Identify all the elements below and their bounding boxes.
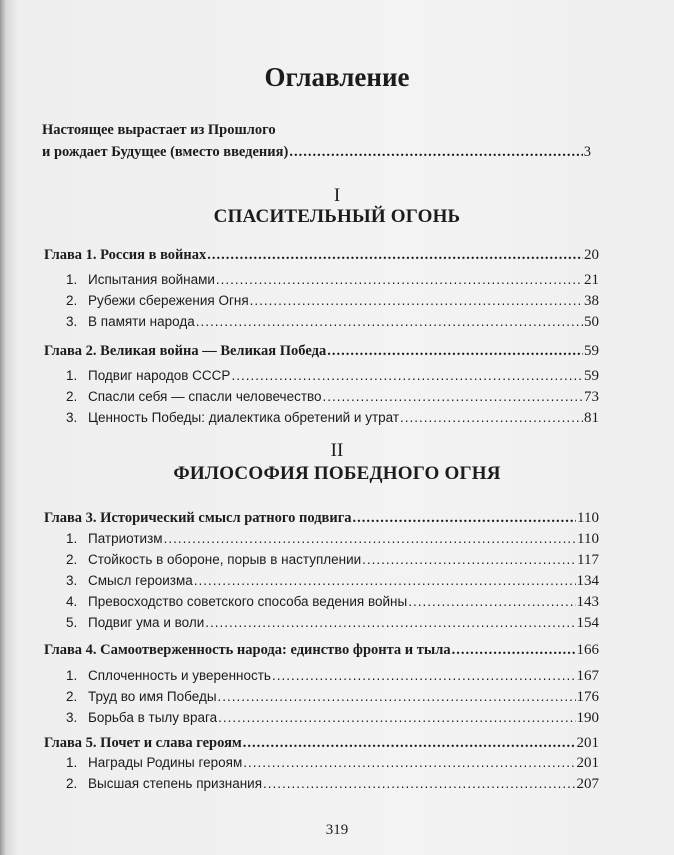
section-title: В памяти народа [88,314,195,329]
section-number: 3. [66,314,78,329]
section-title: Сплоченность и уверенность [88,668,271,683]
section-entry [66,571,599,591]
section-title: Труд во имя Победы [88,689,217,704]
dot-leader [243,733,576,753]
section-page: 110 [577,531,599,547]
dot-leader [353,508,577,528]
section-entry [66,529,599,549]
dot-leader [263,774,575,794]
section-number: 3. [66,573,78,588]
section-title: Спасли себя — спасли человечество [88,389,322,404]
intro-page: 3 [583,144,591,160]
chapter-entry [44,245,599,265]
section-entry [66,687,599,707]
dot-leader [323,387,583,407]
dot-leader [362,550,576,570]
section-title: Подвиг ума и воли [88,615,205,630]
chapter-page: 110 [577,510,599,526]
chapter-entry [44,341,599,361]
toc-title: Оглавление [264,62,410,92]
section-number: 2. [66,293,78,308]
section-entry [66,613,599,633]
dot-leader [272,666,576,686]
section-number: 1. [66,531,78,546]
dot-leader [194,571,576,591]
section-number: 4. [66,594,78,609]
dot-leader [327,341,583,361]
section-title: Смысл героизма [88,573,193,588]
section-page: 134 [576,573,599,589]
chapter-title: Глава 2. Великая война — Великая Победа [44,343,327,359]
section-entry [66,708,599,728]
dot-leader [207,245,583,265]
section-title: Превосходство советского способа ведения войны [88,594,408,609]
chapter-page: 59 [584,343,599,359]
section-entry [66,666,599,686]
section-number: 3. [66,710,78,725]
chapter-page: 20 [584,247,599,263]
dot-leader [196,312,583,332]
section-number: 2. [66,552,78,567]
chapter-entry [44,733,599,753]
part-name: СПАСИТЕЛЬНЫЙ ОГОНЬ [213,206,461,227]
chapter-title: Глава 5. Почет и слава героям [44,735,242,751]
dot-leader [231,366,583,386]
dot-leader [205,613,575,633]
section-entry [66,387,599,407]
part-number: II [330,440,344,461]
section-entry [66,291,599,311]
section-entry [66,753,599,773]
section-title: Патриотизм [88,531,163,546]
chapter-title: Глава 1. Россия в войнах [44,247,207,263]
section-entry [66,408,599,428]
section-number: 1. [66,272,78,287]
section-title: Стойкость в обороне, порыв в наступлении [88,552,362,567]
section-number: 1. [66,668,78,683]
intro-entry [42,142,591,162]
chapter-title: Глава 4. Самоотверженность народа: единство фронта и тыла [44,642,451,658]
section-title: Награды Родины героям [88,755,243,770]
part-name: ФИЛОСОФИЯ ПОБЕДНОГО ОГНЯ [173,463,501,484]
section-entry [66,366,599,386]
section-page: 201 [576,755,599,771]
intro-line-1 [42,120,591,140]
dot-leader [400,408,583,428]
section-title: Рубежи сбережения Огня [88,293,249,308]
section-page: 167 [576,668,599,684]
chapter-title: Глава 3. Исторический смысл ратного подвига [44,510,352,526]
section-page: 190 [576,710,599,726]
section-page: 207 [576,776,599,792]
section-page: 143 [576,594,599,610]
section-entry [66,774,599,794]
dot-leader [250,291,583,311]
section-number: 1. [66,368,78,383]
section-page: 154 [576,615,599,631]
section-number: 1. [66,755,78,770]
section-number: 3. [66,410,78,425]
dot-leader [408,592,575,612]
dot-leader [243,753,575,773]
section-page: 21 [584,272,599,288]
section-page: 50 [584,314,599,330]
section-number: 2. [66,689,78,704]
dot-leader [218,708,575,728]
section-page: 38 [584,293,599,309]
section-page: 59 [584,368,599,384]
section-title: Подвиг народов СССР [88,368,231,383]
section-page: 81 [584,410,599,426]
intro-text-2: и рождает Будущее (вместо введения) [42,144,289,160]
section-entry [66,270,599,290]
section-entry [66,592,599,612]
section-page: 117 [577,552,599,568]
section-title: Испытания войнами [88,272,215,287]
section-number: 2. [66,776,78,791]
page-number: 319 [325,822,349,838]
intro-text-1: Настоящее вырастает из Прошлого [42,122,276,138]
dot-leader [216,270,583,290]
dot-leader [289,142,582,162]
section-title: Высшая степень признания [88,776,263,791]
chapter-entry [44,640,599,660]
dot-leader [164,529,576,549]
chapter-page: 201 [576,735,599,751]
section-number: 5. [66,615,78,630]
section-page: 73 [584,389,599,405]
part-number: I [333,185,341,206]
section-title: Борьба в тылу врага [88,710,218,725]
dot-leader [218,687,576,707]
section-entry [66,312,599,332]
section-number: 2. [66,389,78,404]
chapter-entry [44,508,599,528]
chapter-page: 166 [576,642,599,658]
section-title: Ценность Победы: диалектика обретений и утрат [88,410,400,425]
section-page: 176 [576,689,599,705]
section-entry [66,550,599,570]
dot-leader [452,640,576,660]
